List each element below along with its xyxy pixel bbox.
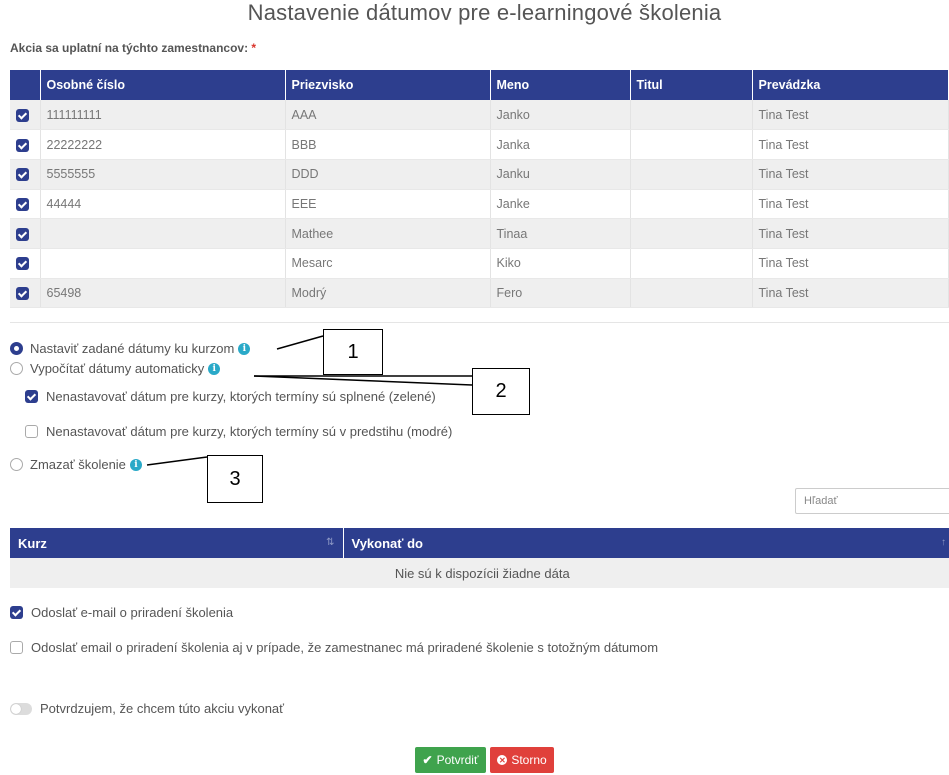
- cell-osobne-cislo: 5555555: [40, 159, 285, 189]
- table-row[interactable]: [10, 100, 949, 130]
- cell-titul: [630, 189, 752, 219]
- check-icon: ✔: [422, 753, 433, 767]
- option-set-dates[interactable]: [10, 341, 250, 356]
- search-input[interactable]: [795, 488, 949, 514]
- cell-meno: Janka: [490, 130, 630, 160]
- cell-osobne-cislo: [40, 248, 285, 278]
- send-email-same-date-label: Odoslať email o priradení školenia aj v prípade, že zamestnanec má priradené školenie s totožným dátumom: [31, 640, 659, 655]
- cancel-button[interactable]: ✕ Storno: [490, 747, 554, 773]
- row-checkbox[interactable]: [16, 257, 29, 270]
- close-icon: ✕: [498, 755, 506, 765]
- column-vykonat-do[interactable]: Vykonať do ↑: [343, 528, 949, 558]
- info-icon[interactable]: i: [238, 343, 250, 355]
- divider: [10, 322, 949, 323]
- cell-meno: Janku: [490, 159, 630, 189]
- cell-prevadzka: Tina Test: [752, 219, 949, 249]
- row-checkbox[interactable]: [16, 287, 29, 300]
- send-email-label: Odoslať e-mail o priradení školenia: [31, 605, 234, 620]
- cell-prevadzka: Tina Test: [752, 189, 949, 219]
- column-titul[interactable]: Titul: [630, 70, 752, 100]
- row-checkbox[interactable]: [16, 198, 29, 211]
- column-prevadzka[interactable]: Prevádzka: [752, 70, 949, 100]
- cell-priezvisko: DDD: [285, 159, 490, 189]
- cell-prevadzka: Tina Test: [752, 100, 949, 130]
- cell-titul: [630, 100, 752, 130]
- row-checkbox[interactable]: [16, 228, 29, 241]
- cell-titul: [630, 130, 752, 160]
- cell-meno: Fero: [490, 278, 630, 308]
- column-priezvisko[interactable]: Priezvisko: [285, 70, 490, 100]
- set-dates-radio[interactable]: [10, 342, 23, 355]
- send-email-checkbox[interactable]: [10, 606, 23, 619]
- cell-priezvisko: Mesarc: [285, 248, 490, 278]
- option-skip-completed[interactable]: [25, 389, 436, 404]
- empty-message: Nie sú k dispozícii žiadne dáta: [10, 558, 949, 588]
- cell-osobne-cislo: [40, 219, 285, 249]
- confirm-toggle-row[interactable]: [10, 701, 284, 716]
- callout-2: 2: [472, 368, 530, 415]
- cell-prevadzka: Tina Test: [752, 159, 949, 189]
- info-icon[interactable]: i: [208, 363, 220, 375]
- cell-meno: Kiko: [490, 248, 630, 278]
- cell-priezvisko: AAA: [285, 100, 490, 130]
- cell-osobne-cislo: 22222222: [40, 130, 285, 160]
- cell-priezvisko: BBB: [285, 130, 490, 160]
- info-icon[interactable]: i: [130, 459, 142, 471]
- confirm-toggle[interactable]: [10, 703, 32, 715]
- option-send-email[interactable]: [10, 605, 233, 620]
- cell-titul: [630, 248, 752, 278]
- send-email-same-date-checkbox[interactable]: [10, 641, 23, 654]
- auto-dates-label: Vypočítať dátumy automaticky: [30, 361, 205, 376]
- cell-meno: Janko: [490, 100, 630, 130]
- row-checkbox[interactable]: [16, 168, 29, 181]
- required-mark: *: [251, 41, 257, 55]
- row-checkbox[interactable]: [16, 109, 29, 122]
- cell-prevadzka: Tina Test: [752, 278, 949, 308]
- table-header-row: [10, 528, 949, 558]
- table-row[interactable]: [10, 248, 949, 278]
- option-delete-training[interactable]: [10, 457, 142, 472]
- cell-titul: [630, 159, 752, 189]
- column-meno[interactable]: Meno: [490, 70, 630, 100]
- auto-dates-radio[interactable]: [10, 362, 23, 375]
- table-row[interactable]: [10, 278, 949, 308]
- row-checkbox[interactable]: [16, 139, 29, 152]
- cell-priezvisko: EEE: [285, 189, 490, 219]
- table-row[interactable]: [10, 130, 949, 160]
- table-empty-row: [10, 558, 949, 588]
- table-row[interactable]: [10, 219, 949, 249]
- courses-table: [10, 528, 949, 588]
- callout-3: 3: [207, 455, 263, 503]
- employees-label: Akcia sa uplatní na týchto zamestnancov: *: [10, 41, 257, 55]
- table-row[interactable]: [10, 189, 949, 219]
- delete-training-label: Zmazať školenie: [30, 457, 126, 472]
- select-column-header: [10, 70, 40, 100]
- sort-icon[interactable]: ⇅: [326, 537, 335, 548]
- confirm-button[interactable]: ✔ Potvrdiť: [415, 747, 486, 773]
- cell-titul: [630, 278, 752, 308]
- skip-ahead-label: Nenastavovať dátum pre kurzy, ktorých termíny sú v predstihu (modré): [46, 424, 453, 439]
- cell-meno: Janke: [490, 189, 630, 219]
- callout-1: 1: [323, 329, 383, 375]
- cell-osobne-cislo: 65498: [40, 278, 285, 308]
- column-osobne-cislo[interactable]: Osobné číslo: [40, 70, 285, 100]
- skip-ahead-checkbox[interactable]: [25, 425, 38, 438]
- option-send-email-same-date[interactable]: [10, 640, 658, 655]
- skip-completed-label: Nenastavovať dátum pre kurzy, ktorých termíny sú splnené (zelené): [46, 389, 436, 404]
- table-row[interactable]: [10, 159, 949, 189]
- skip-completed-checkbox[interactable]: [25, 390, 38, 403]
- option-auto-dates[interactable]: [10, 361, 220, 376]
- cell-priezvisko: Mathee: [285, 219, 490, 249]
- column-kurz[interactable]: Kurz ⇅: [10, 528, 343, 558]
- confirm-label: Potvrdzujem, že chcem túto akciu vykonať: [40, 701, 285, 716]
- cell-prevadzka: Tina Test: [752, 130, 949, 160]
- delete-training-radio[interactable]: [10, 458, 23, 471]
- cell-osobne-cislo: 44444: [40, 189, 285, 219]
- cell-titul: [630, 219, 752, 249]
- set-dates-label: Nastaviť zadané dátumy ku kurzom: [30, 341, 235, 356]
- table-header-row: [10, 70, 949, 100]
- cell-meno: Tinaa: [490, 219, 630, 249]
- cell-prevadzka: Tina Test: [752, 248, 949, 278]
- option-skip-ahead[interactable]: [25, 424, 452, 439]
- page-title: Nastavenie dátumov pre e-learningové školenia: [247, 0, 722, 25]
- employees-table: [10, 70, 949, 308]
- sort-icon[interactable]: ↑: [941, 537, 946, 548]
- cell-osobne-cislo: 111111111: [40, 100, 285, 130]
- cell-priezvisko: Modrý: [285, 278, 490, 308]
